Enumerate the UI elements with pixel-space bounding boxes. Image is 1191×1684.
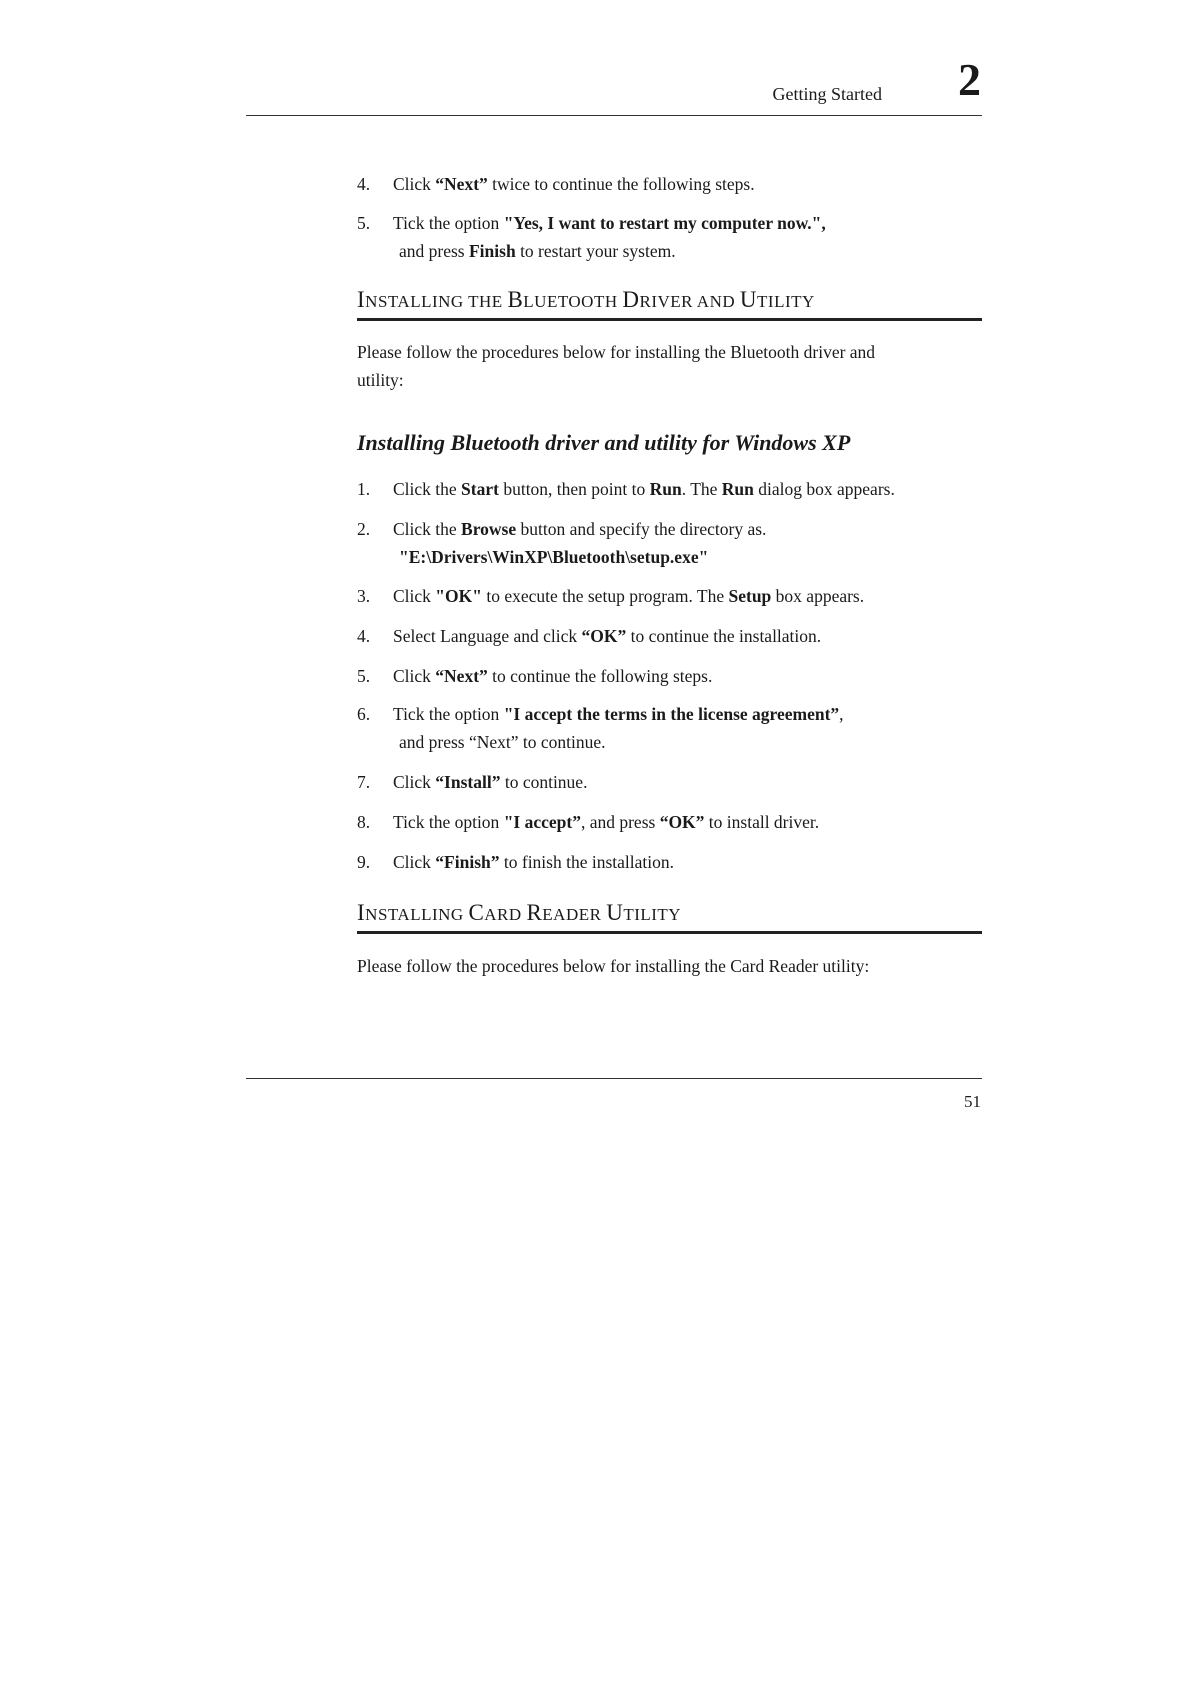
step-text: button and specify the directory as.: [516, 519, 767, 539]
step-emphasis: "I accept the terms in the license agreement”: [503, 704, 840, 724]
list-item: [357, 209, 987, 265]
step-emphasis: “Next”: [468, 732, 519, 752]
list-item: [357, 808, 987, 836]
section-heading-bluetooth: [357, 287, 815, 313]
step-emphasis: “Finish”: [435, 852, 500, 872]
step-emphasis: Run: [649, 479, 682, 499]
section-heading-card-reader: [357, 900, 681, 926]
step-emphasis: "I accept”: [503, 812, 581, 832]
heading-smallcaps: NSTALLING THE: [365, 292, 508, 311]
step-emphasis: Start: [461, 479, 499, 499]
step-emphasis: “Next”: [435, 174, 488, 194]
subheading-windows-xp: Installing Bluetooth driver and utility for Windows XP: [357, 430, 851, 455]
list-item: [357, 768, 987, 796]
step-text: button, then point to: [498, 479, 650, 499]
step-text: twice to continue the following steps.: [487, 174, 755, 194]
section-rule: [357, 318, 982, 321]
step-text: Click: [393, 174, 436, 194]
chapter-number: 2: [958, 54, 981, 105]
step-number: 4.: [357, 174, 371, 194]
step-emphasis: Run: [721, 479, 754, 499]
heading-smallcaps: LUETOOTH: [523, 292, 623, 311]
step-emphasis: Browse: [461, 519, 517, 539]
step-text: to finish the installation.: [499, 852, 674, 872]
list-item: [357, 848, 987, 876]
step-text: Select Language and click: [393, 626, 582, 646]
heading-initial: B: [507, 287, 524, 312]
heading-initial: I: [357, 287, 366, 312]
footer-rule: [246, 1078, 982, 1079]
step-text: Click: [393, 772, 436, 792]
heading-smallcaps: TILITY: [757, 292, 815, 311]
step-text: , and press: [580, 812, 660, 832]
list-item: [357, 662, 987, 690]
step-text: Click the: [393, 519, 462, 539]
heading-smallcaps: EADER: [542, 905, 607, 924]
step-text: to continue.: [500, 772, 588, 792]
step-text: Click the: [393, 479, 462, 499]
step-text: dialog box appears.: [753, 479, 895, 499]
step-text: . The: [681, 479, 722, 499]
step-text: and press: [399, 732, 469, 752]
section-intro: Please follow the procedures below for installing the Card Reader utility:: [357, 956, 870, 976]
heading-initial: U: [606, 900, 624, 925]
step-text: to continue the installation.: [626, 626, 822, 646]
step-number: 8.: [357, 812, 371, 832]
step-text: Tick the option: [393, 812, 504, 832]
heading-initial: U: [739, 287, 758, 312]
header-rule: [246, 115, 982, 116]
step-emphasis: “OK”: [659, 812, 705, 832]
step-continuation: [357, 728, 987, 756]
step-emphasis: “Install”: [435, 772, 501, 792]
step-number: 1.: [357, 479, 371, 499]
step-number: 2.: [357, 519, 371, 539]
step-number: 7.: [357, 772, 371, 792]
step-number: 9.: [357, 852, 371, 872]
section-rule: [357, 931, 982, 934]
heading-smallcaps: ARD: [484, 905, 527, 924]
step-emphasis: “Next”: [435, 666, 488, 686]
step-number: 4.: [357, 626, 371, 646]
step-path: "E:\Drivers\WinXP\Bluetooth\setup.exe": [399, 547, 709, 567]
step-text: ,: [839, 704, 844, 724]
section-intro: [357, 338, 957, 394]
heading-initial: R: [526, 900, 543, 925]
step-emphasis: Finish: [468, 241, 516, 261]
list-item: [357, 475, 987, 503]
page-number: 51: [964, 1092, 981, 1111]
step-number: 5.: [357, 666, 371, 686]
intro-line: utility:: [357, 370, 404, 390]
step-number: 6.: [357, 704, 371, 724]
list-item: [357, 515, 987, 571]
list-item: [357, 170, 987, 198]
step-text: to continue the following steps.: [487, 666, 713, 686]
intro-line: Please follow the procedures below for installing the Bluetooth driver and: [357, 342, 876, 362]
step-text: Tick the option: [393, 704, 504, 724]
step-number: 5.: [357, 213, 371, 233]
heading-smallcaps: RIVER AND: [639, 292, 740, 311]
step-text: Click: [393, 852, 436, 872]
heading-smallcaps: TILITY: [623, 905, 682, 924]
step-text: box appears.: [771, 586, 865, 606]
heading-initial: C: [468, 900, 485, 925]
list-item: [357, 622, 987, 650]
running-header: Getting Started: [772, 84, 882, 104]
step-text: Tick the option: [393, 213, 504, 233]
step-emphasis: Setup: [728, 586, 772, 606]
step-text: to execute the setup program. The: [481, 586, 729, 606]
heading-initial: I: [357, 900, 366, 925]
step-emphasis: "Yes, I want to restart my computer now.",: [503, 213, 826, 233]
step-text: to install driver.: [704, 812, 820, 832]
step-emphasis: “OK”: [581, 626, 627, 646]
step-text: Click: [393, 666, 436, 686]
step-emphasis: "OK": [435, 586, 482, 606]
heading-smallcaps: NSTALLING: [365, 905, 469, 924]
step-text: Click: [393, 586, 436, 606]
list-item: [357, 582, 987, 610]
list-item: [357, 700, 987, 756]
step-text: to restart your system.: [515, 241, 676, 261]
heading-initial: D: [622, 287, 640, 312]
step-continuation: [357, 237, 987, 265]
step-text: to continue.: [518, 732, 606, 752]
step-text: and press: [399, 241, 469, 261]
step-number: 3.: [357, 586, 371, 606]
